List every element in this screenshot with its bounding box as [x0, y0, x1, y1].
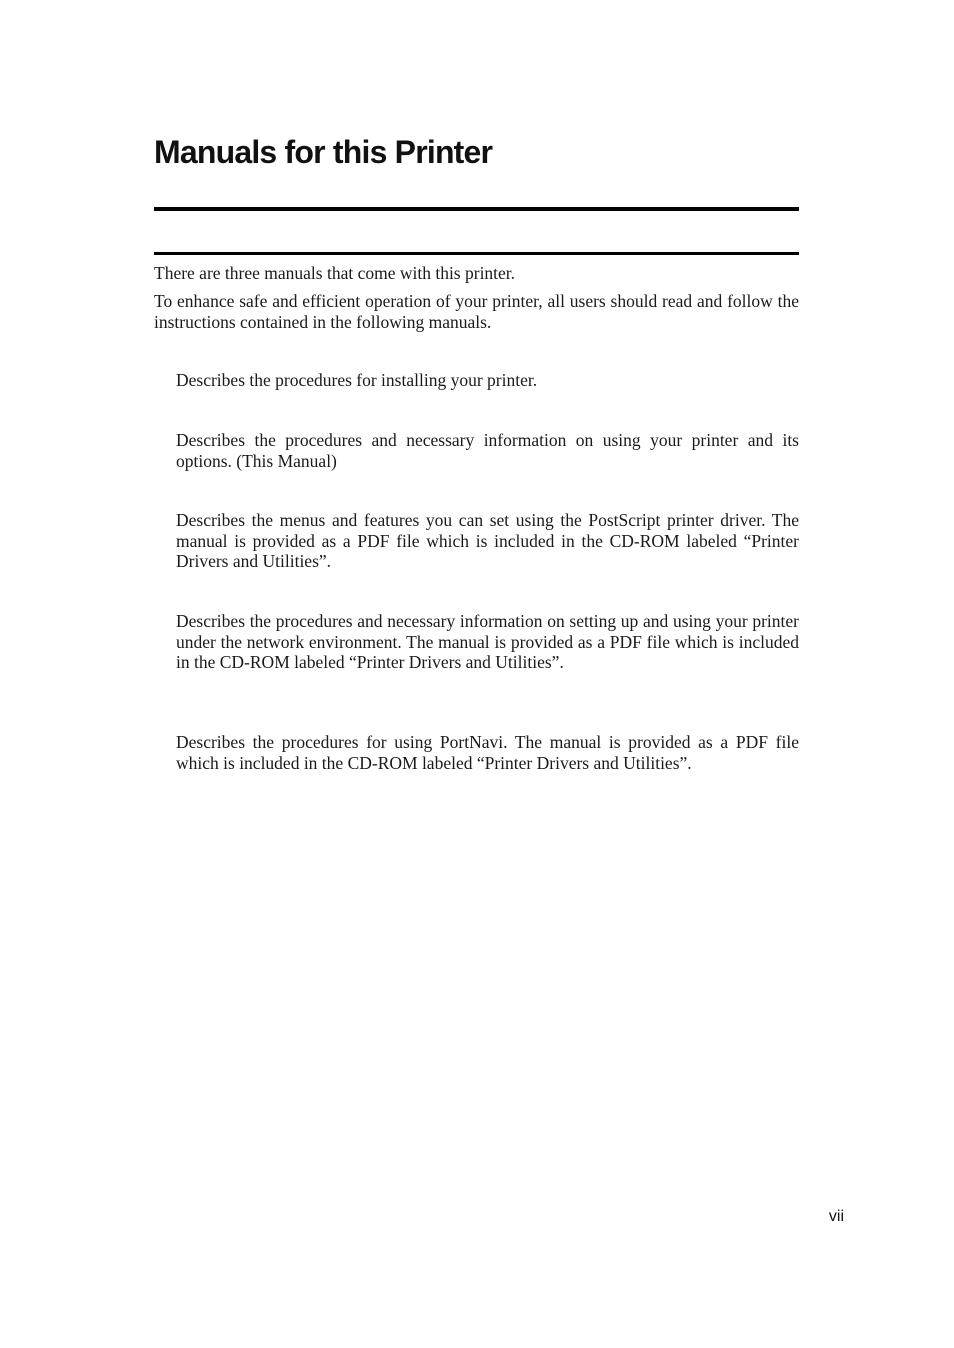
intro-paragraph-1: There are three manuals that come with this printer.: [154, 263, 516, 283]
title-rule-bottom: [154, 252, 799, 255]
manual-description-2: Describes the procedures and necessary information on using your printer and its options. (This Manual): [176, 430, 799, 471]
page-number: vii: [828, 1208, 844, 1225]
manual-description-3: Describes the menus and features you can set using the PostScript printer driver. The manual is provided as a PDF file which is included in the CD-ROM labeled “Printer Drivers and Utilities”.: [176, 510, 799, 572]
manual-description-4: Describes the procedures and necessary information on setting up and using your printer under the network environment. The manual is provided as a PDF file which is included in the CD-ROM labeled “Printer Drivers and Utilities”.: [176, 611, 799, 673]
intro-paragraph-2: To enhance safe and efficient operation of your printer, all users should read and follow the instructions contained in the following manuals.: [154, 291, 799, 332]
manual-description-5: Describes the procedures for using PortNavi. The manual is provided as a PDF file which is included in the CD-ROM labeled “Printer Drivers and Utilities”.: [176, 732, 799, 773]
manual-description-1: Describes the procedures for installing your printer.: [176, 370, 538, 390]
title-rule-top: [154, 207, 799, 211]
page-title: Manuals for this Printer: [154, 134, 493, 170]
